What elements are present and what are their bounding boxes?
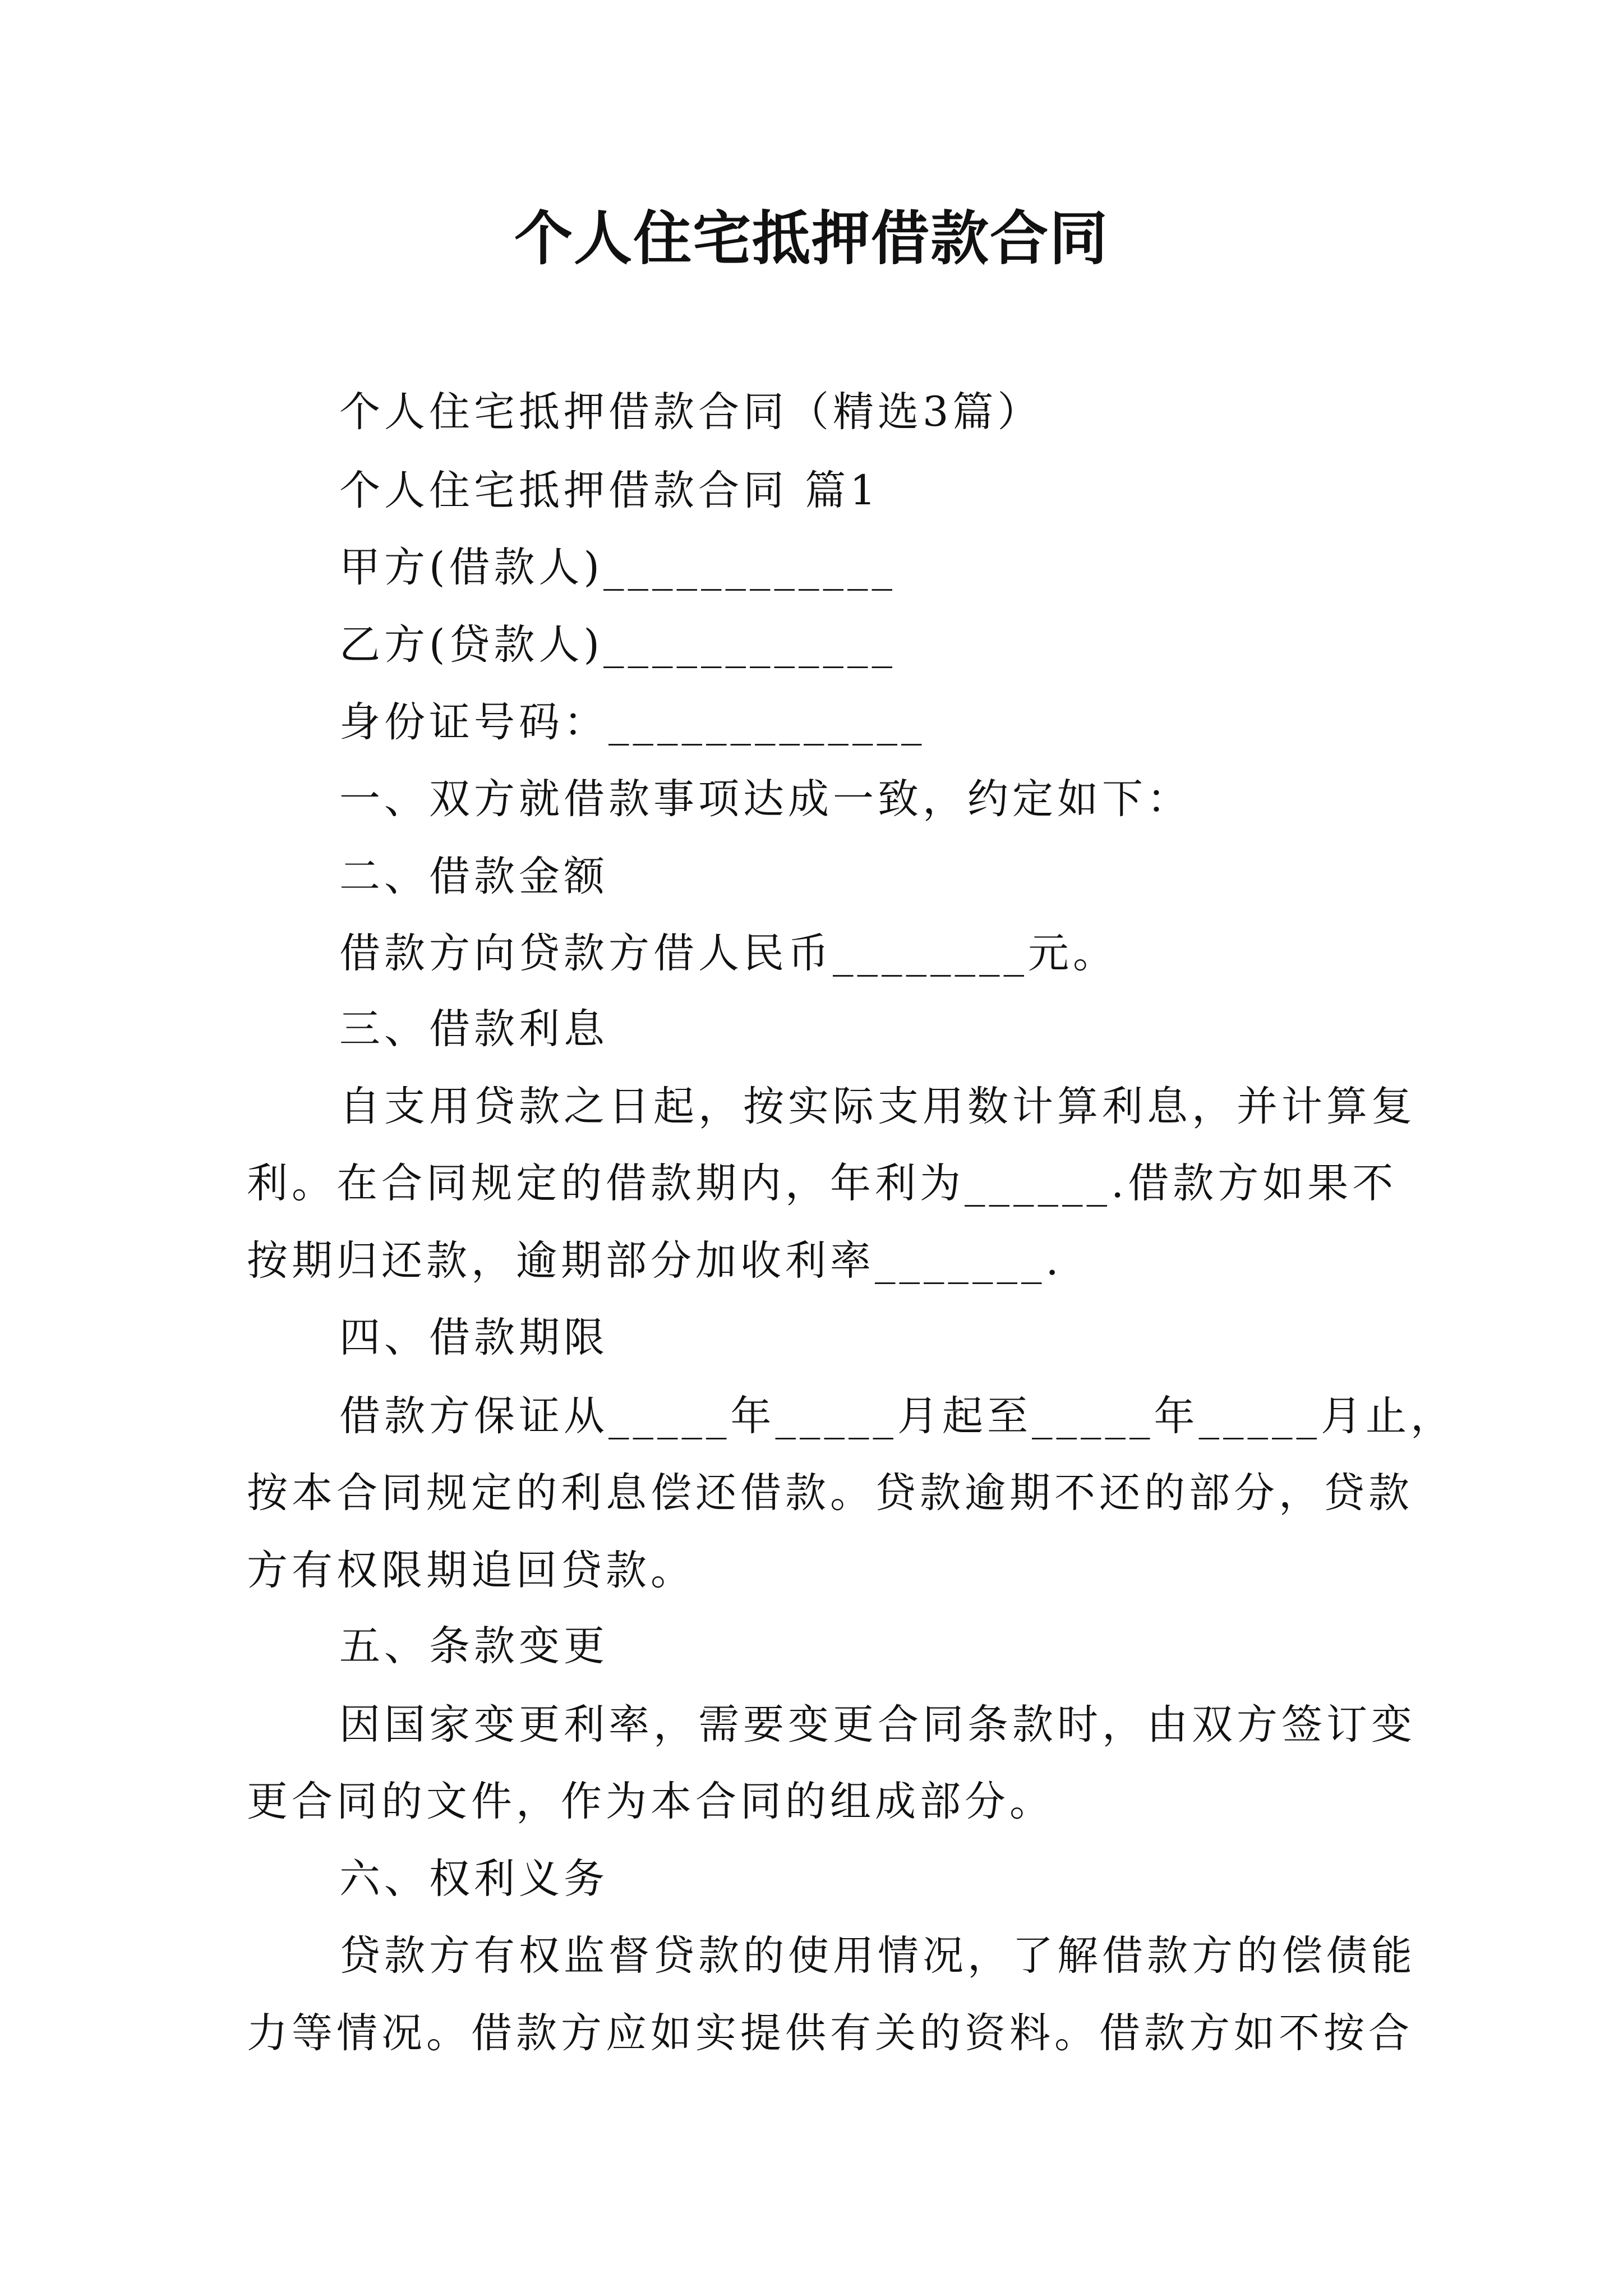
doc-line-term-3: 方有权限期追回贷款。 <box>247 1547 695 1594</box>
doc-line-clause-5-heading: 五、条款变更 <box>339 1622 608 1670</box>
doc-line-term-1: 借款方保证从_____年_____月起至_____年_____月止， <box>339 1392 1455 1440</box>
doc-line-rights-2: 力等情况。借款方应如实提供有关的资料。借款方如不按合 <box>247 2009 1413 2057</box>
doc-line-interest-2: 利。在合同规定的借款期内，年利为______.借款方如果不 <box>247 1159 1398 1207</box>
doc-line-clause-2-heading: 二、借款金额 <box>339 853 608 900</box>
doc-line-clause-4-heading: 四、借款期限 <box>339 1314 608 1361</box>
doc-line-clause-6-heading: 六、权利义务 <box>339 1855 608 1903</box>
doc-line-party-b: 乙方(贷款人)____________ <box>339 621 896 669</box>
doc-line-change-1: 因国家变更利率，需要变更合同条款时，由双方签订变 <box>339 1701 1416 1749</box>
doc-line-party-a: 甲方(借款人)____________ <box>339 544 896 591</box>
doc-line-change-2: 更合同的文件，作为本合同的组成部分。 <box>247 1778 1054 1825</box>
doc-line-clause-3-heading: 三、借款利息 <box>339 1005 608 1053</box>
doc-line-loan-amount: 借款方向贷款方借人民币________元。 <box>339 930 1118 977</box>
doc-line-id-number: 身份证号码：_____________ <box>339 698 926 746</box>
doc-line-clause-1: 一、双方就借款事项达成一致，约定如下： <box>339 775 1192 823</box>
doc-line-section-heading: 个人住宅抵押借款合同 篇1 <box>339 467 880 514</box>
document-title: 个人住宅抵押借款合同 <box>514 204 1109 273</box>
doc-line-interest-1: 自支用贷款之日起，按实际支用数计算利息，并计算复 <box>339 1083 1416 1130</box>
doc-line-subtitle: 个人住宅抵押借款合同（精选3篇） <box>339 388 1043 436</box>
doc-line-term-2: 按本合同规定的利息偿还借款。贷款逾期不还的部分，贷款 <box>247 1469 1413 1517</box>
doc-line-interest-3: 按期归还款，逾期部分加收利率_______. <box>247 1237 1063 1285</box>
doc-line-rights-1: 贷款方有权监督贷款的使用情况，了解借款方的偿债能 <box>339 1932 1416 1980</box>
